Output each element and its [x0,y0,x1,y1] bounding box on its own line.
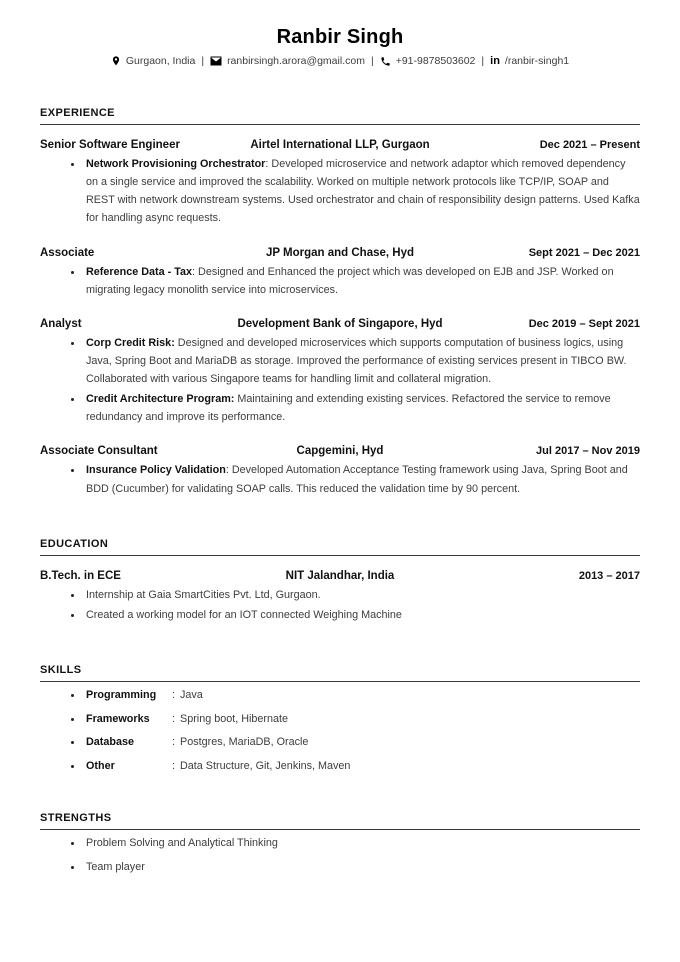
job-company: Airtel International LLP, Gurgaon [250,139,430,151]
contact-separator: | [201,55,205,67]
section-skills [40,664,640,772]
education-bullet: • Created a working model for an IOT connected Weighing Machine [83,606,640,624]
contact-separator: | [370,55,374,67]
person-name: Ranbir Singh [276,26,404,48]
section-experience [40,107,640,498]
section-strengths [40,812,640,873]
experience-entry [40,318,640,427]
job-role: Analyst [40,317,82,330]
contact-line [40,55,640,67]
skill-label: Database [86,736,135,749]
job-dates: Dec 2019 – Sept 2021 [528,317,640,330]
skill-row: • Frameworks : Spring boot, Hibernate [83,714,640,725]
skill-row: • Database : Postgres, MariaDB, Oracle [83,737,640,748]
skill-value: Spring boot, Hibernate [180,712,289,725]
section-heading-education: EDUCATION [40,538,640,556]
education-bullet: • Internship at Gaia SmartCities Pvt. Ltd, Gurgaon. [83,586,640,604]
contact-phone: +91-9878503602 [395,55,476,67]
skill-value: Data Structure, Git, Jenkins, Maven [180,760,351,773]
job-role: Associate Consultant [40,445,158,458]
skill-row: • Programming : Java [83,690,640,701]
skill-value: Java [180,688,203,701]
contact-separator: | [481,55,485,67]
phone-icon [380,56,391,67]
job-bullet: • Insurance Policy Validation: Developed Automation Acceptance Testing framework using Java, Spring Boot and BDD (Cucumber) for validating SOAP calls. This reduced the validation time by 90 percent. [83,461,640,497]
skill-row: • Other : Data Structure, Git, Jenkins, Maven [83,761,640,772]
job-bullet: • Corp Credit Risk: Designed and developed microservices which supports computation of business logics, using Java, Spring Boot and MariaDB as storage. Improved the performance of existing services present in TIBCO BW. Collaborated with various Singapore teams for handling limit and collateral migration. [83,334,640,388]
experience-entry [40,139,640,228]
strength-item: • Problem Solving and Analytical Thinking [83,838,640,849]
education-school: NIT Jalandhar, India [285,569,395,582]
email-icon [210,56,222,66]
education-entry [40,570,640,624]
skill-label: Programming [86,688,157,701]
job-role: Senior Software Engineer [40,139,180,151]
contact-email: ranbirsingh.arora@gmail.com [227,55,365,67]
section-education [40,538,640,624]
job-bullet: • Reference Data - Tax: Designed and Enhanced the project which was developed on EJB and JSP. Worked on migrating legacy monolith service into microservices. [83,263,640,299]
job-bullet: • Credit Architecture Program: Maintaining and extending existing services. Refactored the service to remove redundancy and improve its performance. [83,390,640,426]
section-heading-experience: EXPERIENCE [40,107,640,125]
resume-header [40,26,640,67]
section-heading-strengths: STRENGTHS [40,812,640,830]
job-role: Associate [40,246,95,259]
skill-label: Other [86,760,115,773]
contact-location: Gurgaon, India [125,55,196,67]
job-company: Development Bank of Singapore, Hyd [237,317,443,330]
contact-linkedin: /ranbir-singh1 [504,55,570,67]
education-degree: B.Tech. in ECE [40,569,121,582]
skill-value: Postgres, MariaDB, Oracle [180,736,309,749]
experience-entry [40,445,640,497]
location-pin-icon [111,55,121,67]
job-dates: Jul 2017 – Nov 2019 [536,445,640,458]
linkedin-icon: in [490,55,500,67]
skill-label: Frameworks [86,712,150,725]
experience-entry [40,247,640,299]
job-bullet: • Network Provisioning Orchestrator: Developed microservice and network adaptor which removed dependency on a single service and improved the scalability. Worked on multiple network protocols like TCP/IP, SOAP and REST with network downstream systems. Used orchestrator and chain of responsibility design patterns. Used Kafka for handling async requests. [83,155,640,228]
job-company: JP Morgan and Chase, Hyd [265,246,415,259]
job-dates: Dec 2021 – Present [539,139,640,151]
section-heading-skills: SKILLS [40,664,640,682]
job-company: Capgemini, Hyd [296,445,384,458]
education-dates: 2013 – 2017 [578,569,640,582]
job-dates: Sept 2021 – Dec 2021 [528,246,640,259]
strength-item: • Team player [83,862,640,873]
